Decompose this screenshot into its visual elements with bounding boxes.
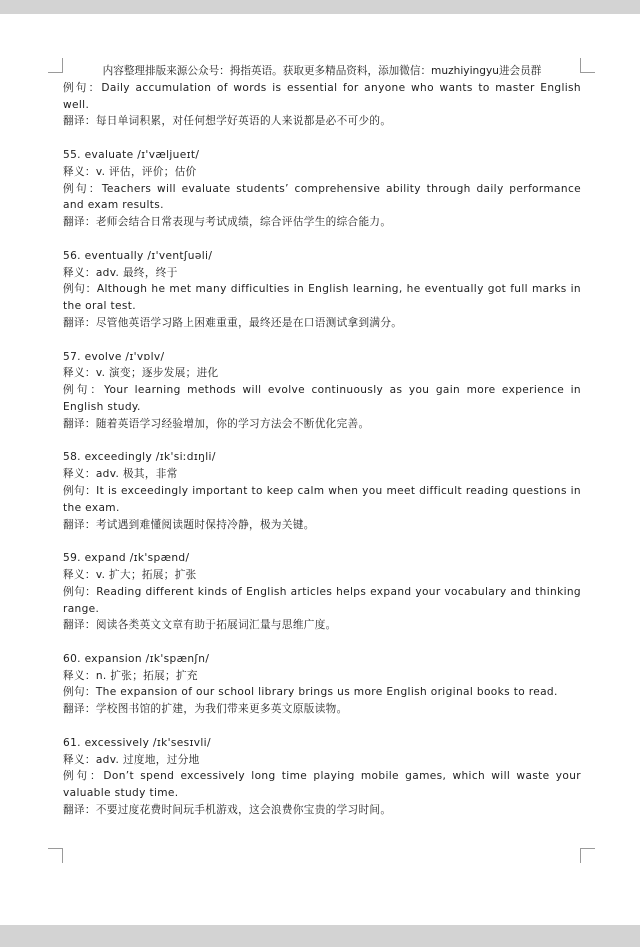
crop-mark-top-right [580, 58, 595, 73]
headword: 57. evolve /ɪ'vɒlv/ [63, 350, 165, 363]
example-sentence: 例句：Don’t spend excessively long time playing mobile games, which will waste your valuable study time. [63, 770, 581, 800]
headword: 59. expand /ɪk'spænd/ [63, 552, 190, 565]
example-sentence: 例句：Teachers will evaluate students’ comprehensive ability through daily performance and exam results. [63, 182, 581, 212]
vocab-entry-expansion [63, 651, 581, 718]
example-sentence: 例句：Daily accumulation of words is essential for anyone who wants to master English well. [63, 81, 581, 111]
headword: 58. exceedingly /ɪk'siːdɪŋli/ [63, 451, 216, 464]
example-sentence: 例句：The expansion of our school library brings us more English original books to read. [63, 686, 558, 699]
crop-mark-bottom-left [48, 848, 63, 863]
vocab-entry-expand [63, 550, 581, 634]
vocab-entry-exceedingly [63, 449, 581, 533]
bottom-margin-bar [0, 925, 640, 947]
translation: 翻译：学校图书馆的扩建，为我们带来更多英文原版读物。 [63, 703, 348, 716]
crop-mark-top-left [48, 58, 63, 73]
meaning: 释义：v. 演变；逐步发展；进化 [63, 367, 219, 380]
meaning: 释义：adv. 最终，终于 [63, 266, 178, 279]
meaning: 释义：n. 扩张；拓展；扩充 [63, 669, 198, 682]
example-sentence: 例句：Your learning methods will evolve continuously as you gain more experience in English study. [63, 384, 581, 413]
document-body [63, 63, 581, 819]
headword: 60. expansion /ɪk'spænʃn/ [63, 652, 210, 665]
translation: 翻译：考试遇到难懂阅读题时保持冷静，极为关键。 [63, 518, 315, 531]
meaning: 释义：v. 扩大；拓展；扩张 [63, 568, 197, 581]
document-page [0, 14, 640, 925]
meaning: 释义：adv. 过度地，过分地 [63, 753, 200, 766]
vocab-entry-excessively [63, 735, 581, 819]
vocab-entry-evolve [63, 349, 581, 433]
crop-mark-bottom-right [580, 848, 595, 863]
translation: 翻译：尽管他英语学习路上困难重重，最终还是在口语测试拿到满分。 [63, 316, 403, 329]
page-header: 内容整理排版来源公众号：拇指英语。获取更多精品资料，添加微信：muzhiyingyu进会员群 [102, 65, 542, 77]
headword: 61. excessively /ɪk'sesɪvli/ [63, 736, 211, 749]
top-margin-bar [0, 0, 640, 14]
headword: 56. eventually /ɪ'ventʃuəli/ [63, 249, 213, 262]
example-sentence: 例句：Reading different kinds of English articles helps expand your vocabulary and thinking range. [63, 585, 581, 615]
example-sentence: 例句：Although he met many difficulties in English learning, he eventually got full marks in the oral test. [63, 283, 581, 313]
translation: 翻译：不要过度花费时间玩手机游戏，这会浪费你宝贵的学习时间。 [63, 804, 392, 817]
intro-entry [63, 80, 581, 130]
meaning: 释义：adv. 极其，非常 [63, 468, 178, 481]
vocab-entry-eventually [63, 248, 581, 332]
vocab-entry-evaluate [63, 147, 581, 231]
translation: 翻译：每日单词积累，对任何想学好英语的人来说都是必不可少的。 [63, 115, 392, 128]
meaning: 释义：v. 评估，评价；估价 [63, 165, 197, 178]
translation: 翻译：阅读各类英文文章有助于拓展词汇量与思维广度。 [63, 619, 337, 632]
translation: 翻译：老师会结合日常表现与考试成绩，综合评估学生的综合能力。 [63, 216, 392, 229]
example-sentence: 例句：It is exceedingly important to keep calm when you meet difficult reading questions in the exam. [63, 484, 581, 514]
headword: 55. evaluate /ɪ'væljueɪt/ [63, 148, 200, 161]
translation: 翻译：随着英语学习经验增加，你的学习方法会不断优化完善。 [63, 417, 370, 430]
